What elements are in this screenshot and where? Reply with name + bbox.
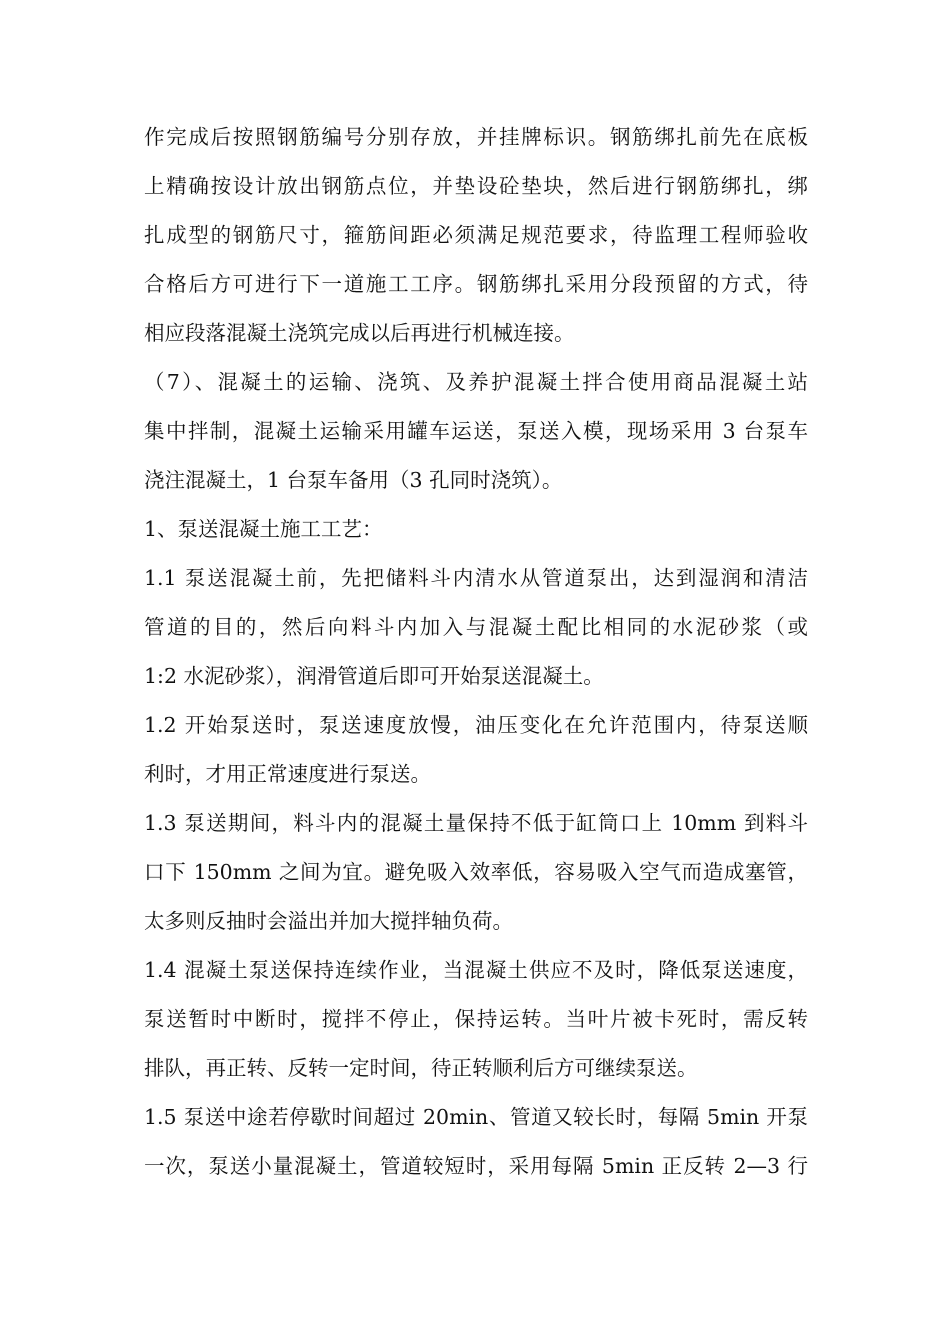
text-line: 1.4 混凝土泵送保持连续作业，当混凝土供应不及时，降低泵送速度， xyxy=(144,958,808,982)
text-line: （7）、混凝土的运输、浇筑、及养护混凝土拌合使用商品混凝土站 xyxy=(144,370,808,394)
text-line: 口下 150mm 之间为宜。避免吸入效率低，容易吸入空气而造成塞管， xyxy=(144,860,808,884)
text-line: 上精确按设计放出钢筋点位，并垫设砼垫块，然后进行钢筋绑扎，绑 xyxy=(144,174,808,198)
text-line: 太多则反抽时会溢出并加大搅拌轴负荷。 xyxy=(144,909,513,933)
text-line: 1.2 开始泵送时，泵送速度放慢，油压变化在允许范围内，待泵送顺 xyxy=(144,713,808,737)
text-line: 相应段落混凝土浇筑完成以后再进行机械连接。 xyxy=(144,321,575,345)
text-line: 1.1 泵送混凝土前，先把储料斗内清水从管道泵出，达到湿润和清洁 xyxy=(144,566,808,590)
text-line: 泵送暂时中断时，搅拌不停止，保持运转。当叶片被卡死时，需反转 xyxy=(144,1007,808,1031)
text-line: 排队，再正转、反转一定时间，待正转顺利后方可继续泵送。 xyxy=(144,1056,698,1080)
text-line: 1.3 泵送期间，料斗内的混凝土量保持不低于缸筒口上 10mm 到料斗 xyxy=(144,811,808,835)
section-heading: 1、泵送混凝土施工工艺： xyxy=(144,517,383,541)
text-line: 1.5 泵送中途若停歇时间超过 20min、管道又较长时，每隔 5min 开泵 xyxy=(144,1105,808,1129)
text-line: 集中拌制，混凝土运输采用罐车运送，泵送入模，现场采用 3 台泵车 xyxy=(144,419,808,443)
text-line: 管道的目的，然后向料斗内加入与混凝土配比相同的水泥砂浆（或 xyxy=(144,615,808,639)
text-line: 1:2 水泥砂浆），润滑管道后即可开始泵送混凝土。 xyxy=(144,664,604,688)
text-line: 合格后方可进行下一道施工工序。钢筋绑扎采用分段预留的方式，待 xyxy=(144,272,808,296)
body-text xyxy=(144,117,808,1195)
text-line: 一次，泵送小量混凝土，管道较短时，采用每隔 5min 正反转 2—3 行 xyxy=(144,1154,808,1178)
text-line: 浇注混凝土，1 台泵车备用（3 孔同时浇筑）。 xyxy=(144,468,563,492)
text-line: 作完成后按照钢筋编号分别存放，并挂牌标识。钢筋绑扎前先在底板 xyxy=(144,125,808,149)
text-line: 扎成型的钢筋尺寸，箍筋间距必须满足规范要求，待监理工程师验收 xyxy=(144,223,808,247)
text-line: 利时，才用正常速度进行泵送。 xyxy=(144,762,431,786)
